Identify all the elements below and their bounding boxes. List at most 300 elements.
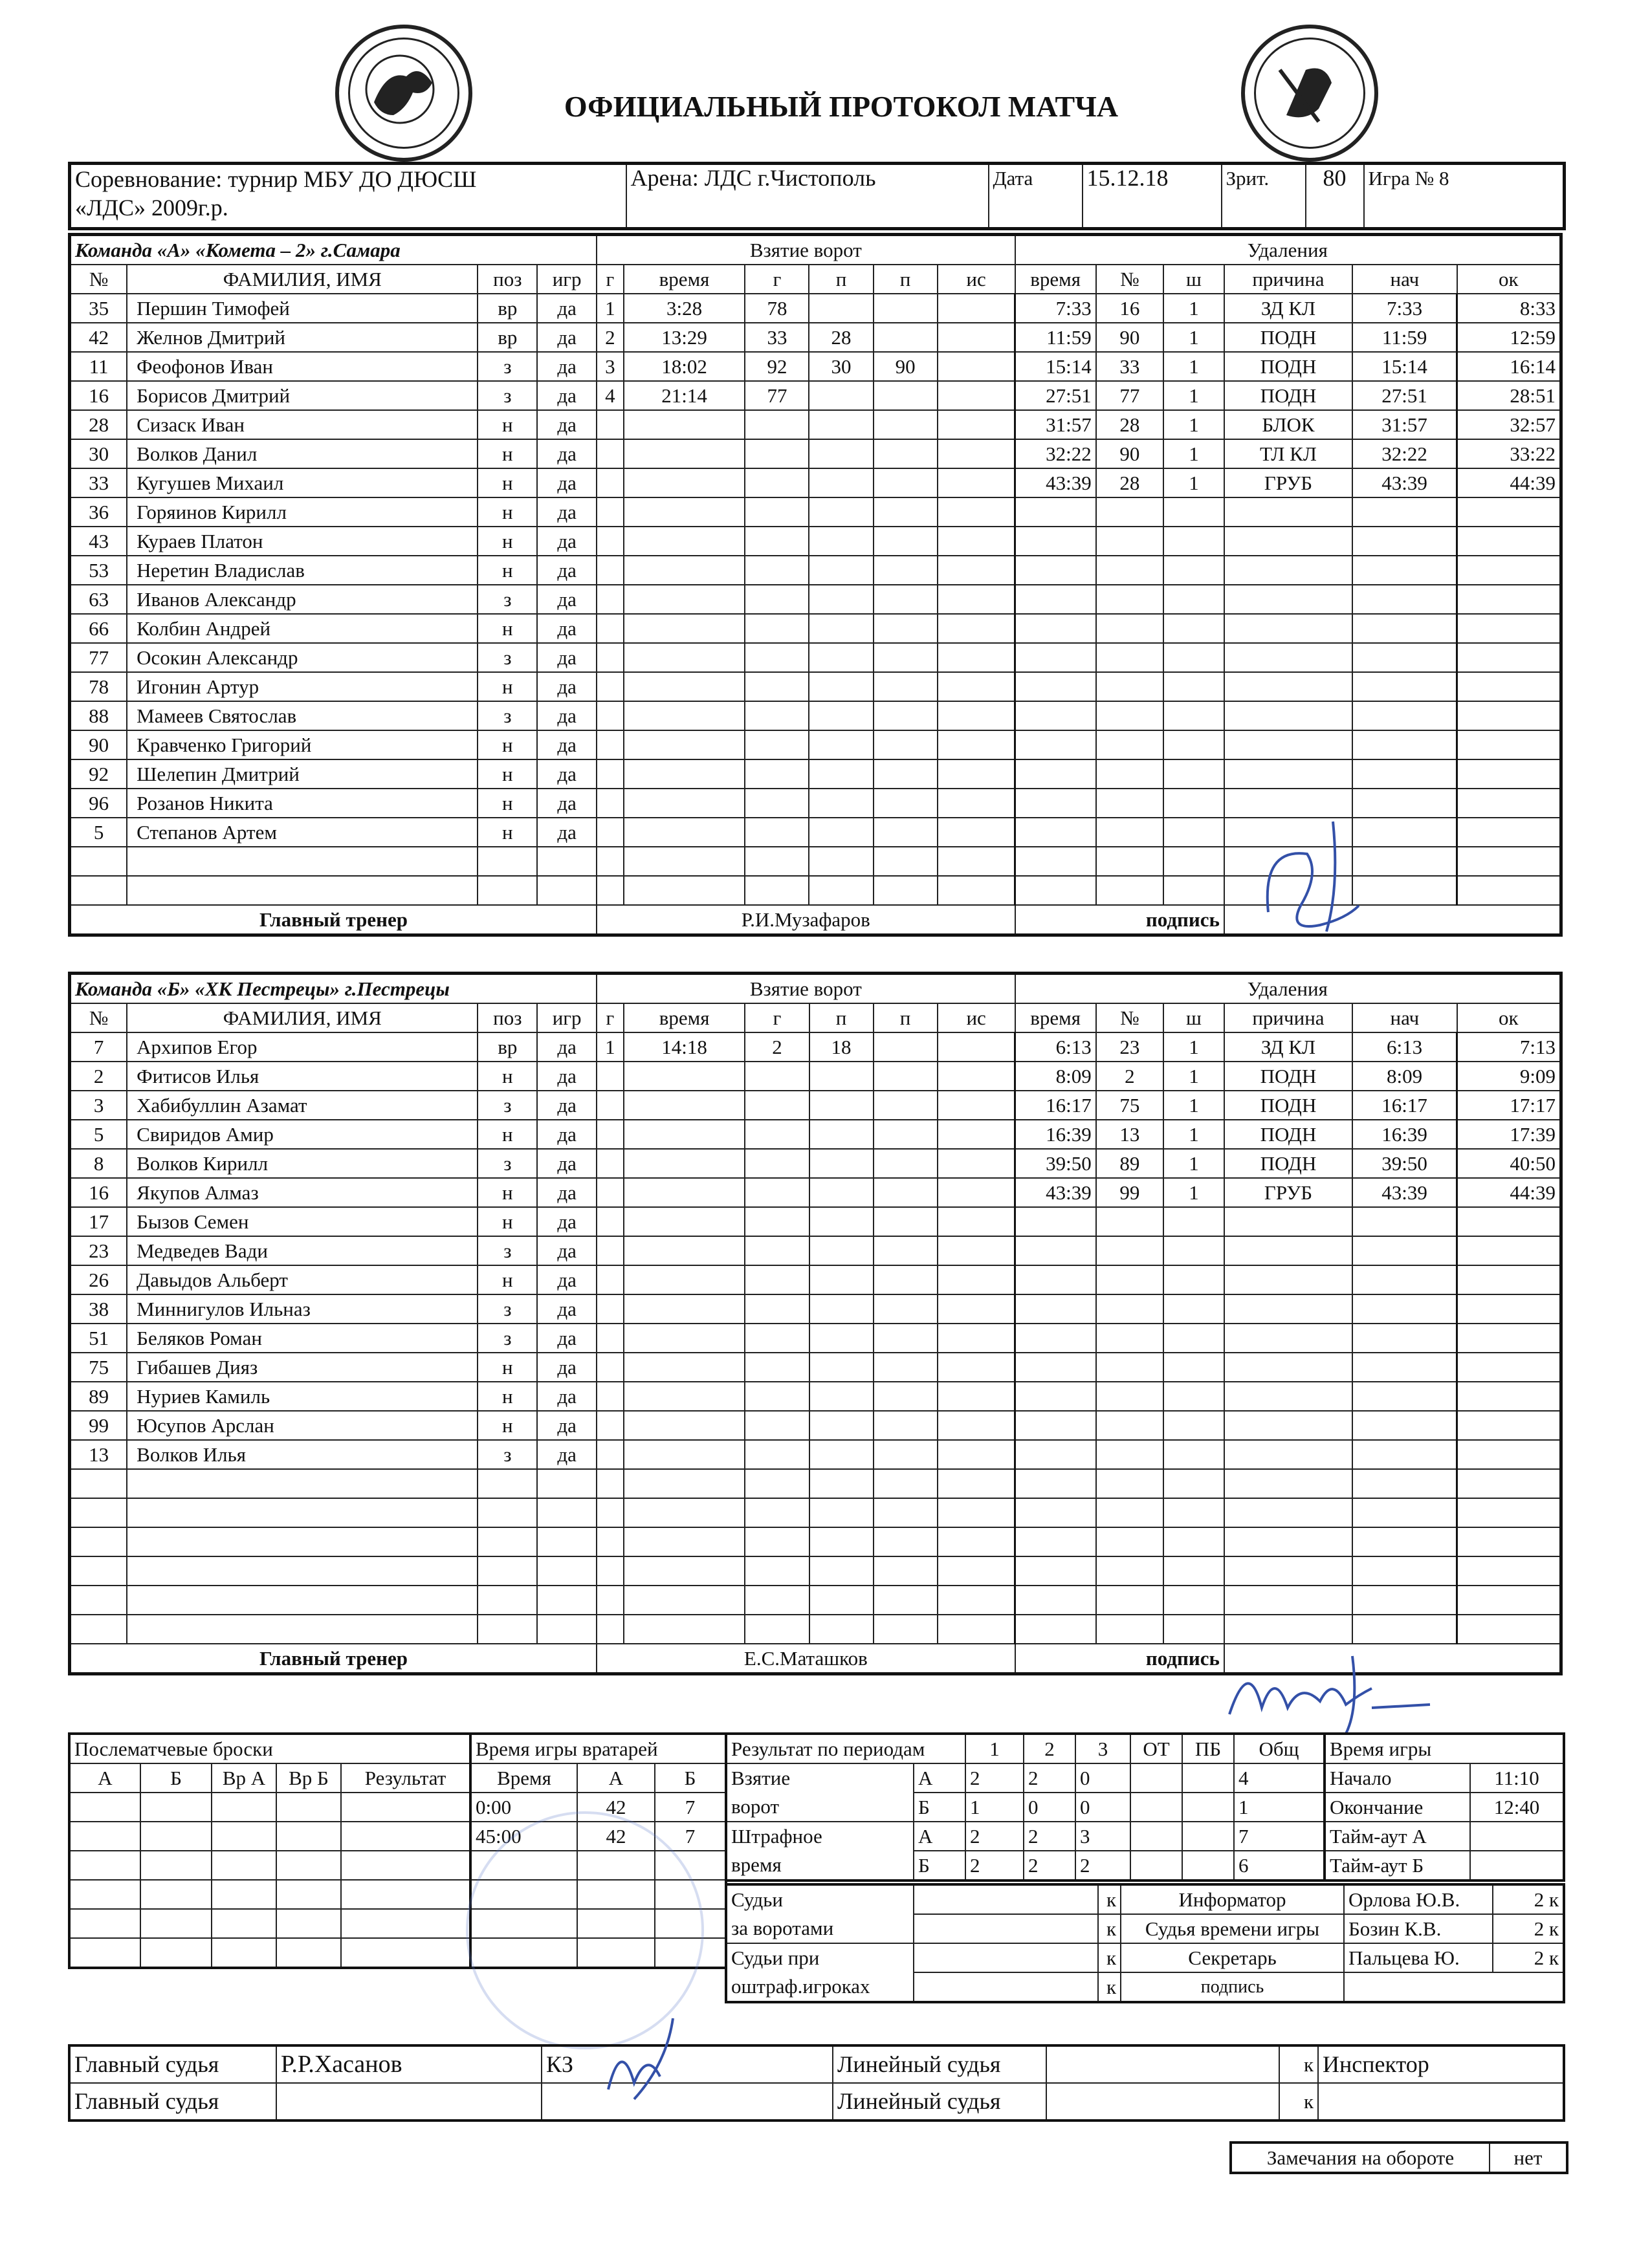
penalty-end: 8:33 [1457,294,1561,323]
penalty-time: 7:33 [1015,294,1096,323]
player-position [478,1615,537,1644]
penalty-reason [1224,1556,1352,1586]
player-number: 89 [70,1382,127,1411]
goal-assist-1 [809,1353,874,1382]
goal-number [597,847,624,876]
period-col-2: 2 [1024,1734,1075,1763]
penalty-time [1015,1236,1096,1265]
penalty-reason: ПОДН [1224,1091,1352,1120]
competition-line-2: «ЛДС» 2009г.р. [75,195,228,221]
team_b-row [70,1382,1561,1411]
goal-time [624,1440,745,1469]
goal-time: 14:18 [624,1032,745,1062]
goal-time [624,439,745,468]
player-plays: да [537,1353,597,1382]
player-plays: да [537,468,597,497]
player-number [70,876,127,905]
goal-assist-1 [809,672,873,701]
player-position [478,1469,537,1498]
penalty-time [1015,672,1096,701]
secretary-label: Секретарь [1121,1943,1344,1972]
penalty-reason [1224,1498,1352,1527]
box-judges-label [726,1943,914,2002]
header-assist-2: п [874,265,938,294]
penalty-player [1096,1615,1163,1644]
player-number: 28 [70,410,127,439]
player-position: н [478,1265,537,1294]
penalty-player: 23 [1096,1032,1163,1062]
penalty-end [1457,1440,1561,1469]
player-name: Миннигулов Ильназ [127,1294,478,1324]
penalty-start [1352,1382,1457,1411]
penalty-end [1457,818,1561,847]
team_a-row [70,730,1561,759]
goal-scorer [745,1498,809,1527]
penalty-minutes [1163,1236,1224,1265]
penalty-reason: ПОДН [1224,1120,1352,1149]
team_a-row [70,468,1561,497]
box-judges-2: оштраф.игроках [731,1975,870,1998]
goal-assist-2 [874,730,938,759]
goal-assist-2 [874,556,938,585]
player-plays [537,1498,597,1527]
goal-number [597,1062,624,1091]
goal-assist-2 [874,323,938,352]
player-position [478,1586,537,1615]
goal-situation [938,876,1015,905]
page-title: ОФИЦИАЛЬНЫЙ ПРОТОКОЛ МАТЧА [564,90,1119,123]
shootout-col-b: Б [140,1763,212,1793]
goals-team-a: А [914,1763,965,1793]
player-position: з [478,1294,537,1324]
player-plays: да [537,352,597,381]
goal-time: 3:28 [624,294,745,323]
goal-time [624,789,745,818]
player-number: 13 [70,1440,127,1469]
team_b-row [70,1062,1561,1091]
goal-situation [938,1178,1015,1207]
team_a-row [70,294,1561,323]
header-reason: причина [1224,265,1352,294]
player-plays: да [537,643,597,672]
goal-scorer [745,876,809,905]
goal-number [597,1556,624,1586]
player-name: Желнов Дмитрий [127,323,478,352]
goal-number [597,556,624,585]
penalty-start: 11:59 [1352,323,1457,352]
goal-number: 4 [597,381,624,410]
goal-assist-1 [809,1498,874,1527]
player-number: 17 [70,1207,127,1236]
penalty-time [1015,1324,1096,1353]
player-number: 23 [70,1236,127,1265]
goal-number [597,468,624,497]
goal-assist-1 [809,789,873,818]
goal-assist-2 [874,1294,938,1324]
penalty-end: 17:17 [1457,1091,1561,1120]
header-pen-time: время [1015,1003,1096,1032]
penalty-end [1457,847,1561,876]
header-goal-num: г [597,265,624,294]
goal-number [597,1411,624,1440]
penalty-minutes: 1 [1163,1062,1224,1091]
penalty-time: 39:50 [1015,1149,1096,1178]
goal-situation [938,1149,1015,1178]
pim-b-ot [1130,1851,1182,1881]
goal-assist-2 [874,1265,938,1294]
team_a-row [70,352,1561,381]
player-plays [537,1469,597,1498]
penalty-time [1015,614,1096,643]
penalty-reason [1224,759,1352,789]
goal-assist-2 [874,1556,938,1586]
goal-assist-2 [874,1149,938,1178]
penalty-start [1352,614,1457,643]
snow-leopard-icon [335,25,465,154]
penalty-player: 2 [1096,1062,1163,1091]
player-plays: да [537,672,597,701]
goal-scorer [745,1353,809,1382]
penalty-end: 9:09 [1457,1062,1561,1091]
penalty-player: 28 [1096,410,1163,439]
penalty-minutes [1163,497,1224,527]
team_b-row [70,1615,1561,1644]
penalty-time: 16:39 [1015,1120,1096,1149]
penalty-minutes [1163,1586,1224,1615]
penalty-minutes [1163,1324,1224,1353]
penalty-end: 12:59 [1457,323,1561,352]
player-position: н [478,614,537,643]
penalty-minutes [1163,876,1224,905]
player-number: 78 [70,672,127,701]
penalty-player [1096,1411,1163,1440]
penalty-minutes [1163,1469,1224,1498]
goal-scorer [745,1120,809,1149]
goals-b-ot [1130,1793,1182,1822]
goal-situation [938,1120,1015,1149]
secretary-cat: 2 к [1493,1943,1564,1972]
player-plays: да [537,323,597,352]
player-position: з [478,701,537,730]
gk-row-2-time: 45:00 [470,1822,577,1851]
player-plays: да [537,527,597,556]
penalty-reason [1224,1586,1352,1615]
goal-scorer [745,1469,809,1498]
player-plays: да [537,614,597,643]
player-number: 99 [70,1411,127,1440]
goals-a-so [1182,1763,1234,1793]
penalty-end [1457,1265,1561,1294]
player-position: з [478,1324,537,1353]
goal-scorer: 78 [745,294,809,323]
player-name: Якупов Алмаз [127,1178,478,1207]
player-position: н [478,468,537,497]
team_a-row [70,701,1561,730]
goal-assist-1 [809,1556,874,1586]
player-position: н [478,1207,537,1236]
penalty-player [1096,1265,1163,1294]
timekeeper-label: Судья времени игры [1121,1914,1344,1943]
header-pen-num: № [1096,1003,1163,1032]
team_a-row [70,410,1561,439]
chief-referee-label: Главный судья [69,2045,276,2083]
player-number: 3 [70,1091,127,1120]
goal-time [624,1207,745,1236]
goal-number [597,1498,624,1527]
goal-assist-2 [874,1498,938,1527]
penalty-start [1352,556,1457,585]
goal-situation [938,439,1015,468]
goal-number: 2 [597,323,624,352]
penalty-start [1352,1469,1457,1498]
player-number: 43 [70,527,127,556]
goal-assist-2 [874,1469,938,1498]
goals-team-b: Б [914,1793,965,1822]
shootout-col-result: Результат [341,1763,470,1793]
goal-scorer: 2 [745,1032,809,1062]
penalty-player [1096,556,1163,585]
team-b-title: Команда «Б» «ХК Пестрецы» г.Пестрецы [70,974,597,1004]
goal-situation [938,294,1015,323]
goal-situation [938,1586,1015,1615]
player-name: Першин Тимофей [127,294,478,323]
team-b-penalties-title: Удаления [1015,974,1561,1004]
penalty-time [1015,497,1096,527]
goal-situation [938,789,1015,818]
penalty-minutes: 1 [1163,468,1224,497]
penalty-minutes [1163,789,1224,818]
goal-assist-1 [809,1236,874,1265]
player-name: Юсупов Арслан [127,1411,478,1440]
penalty-minutes [1163,556,1224,585]
goals-label-1: Взятие [731,1767,791,1789]
penalty-minutes: 1 [1163,1178,1224,1207]
game-time-table [1323,1732,1565,1882]
penalty-reason: ПОДН [1224,1149,1352,1178]
goal-assist-1 [809,1440,874,1469]
penalty-end: 28:51 [1457,381,1561,410]
penalty-reason [1224,1382,1352,1411]
header-plays: игр [537,265,597,294]
player-name [127,876,478,905]
penalty-reason [1224,497,1352,527]
penalty-start: 8:09 [1352,1062,1457,1091]
penalty-time [1015,759,1096,789]
goal-number [597,497,624,527]
goal-assist-1 [809,1469,874,1498]
penalty-player [1096,847,1163,876]
team_b-row [70,1032,1561,1062]
goal-situation [938,556,1015,585]
penalty-player [1096,1236,1163,1265]
penalty-player [1096,672,1163,701]
penalty-start [1352,1294,1457,1324]
goals-a-p3: 0 [1075,1763,1130,1793]
goal-number [597,410,624,439]
goal-number [597,1324,624,1353]
penalty-minutes: 1 [1163,352,1224,381]
player-name: Иванов Александр [127,585,478,614]
player-position: з [478,1236,537,1265]
goal-assist-2 [874,701,938,730]
penalty-start [1352,1207,1457,1236]
goal-time [624,672,745,701]
penalty-minutes: 1 [1163,1149,1224,1178]
penalty-time: 8:09 [1015,1062,1096,1091]
goal-assist-2 [874,672,938,701]
penalty-end [1457,1469,1561,1498]
goal-situation [938,497,1015,527]
start-value: 11:10 [1470,1763,1564,1793]
gk-title: Время игры вратарей [470,1734,726,1763]
player-number: 42 [70,323,127,352]
goal-scorer [745,527,809,556]
goal-time [624,1382,745,1411]
goals-b-so [1182,1793,1234,1822]
gk-row-1-b: 7 [655,1793,726,1822]
end-label: Окончание [1325,1793,1470,1822]
penalty-time [1015,1265,1096,1294]
penalty-end [1457,556,1561,585]
goal-scorer [745,439,809,468]
header-end: ок [1457,265,1561,294]
player-number: 16 [70,1178,127,1207]
penalty-end [1457,527,1561,556]
penalty-start [1352,672,1457,701]
penalty-reason [1224,1353,1352,1382]
player-name: Волков Кирилл [127,1149,478,1178]
goal-assist-2 [874,527,938,556]
penalty-minutes [1163,1411,1224,1440]
goal-assist-1 [809,643,873,672]
header-num: № [70,1003,127,1032]
player-position: з [478,643,537,672]
goal-assist-1 [809,1178,874,1207]
team-b-table [68,972,1563,1675]
goals-a-p1: 2 [965,1763,1024,1793]
goal-assist-1 [809,1382,874,1411]
penalty-player [1096,1440,1163,1469]
goal-assist-1 [809,1062,874,1091]
goal-assist-2 [874,1411,938,1440]
player-position [478,876,537,905]
penalty-minutes: 1 [1163,323,1224,352]
goal-number [597,672,624,701]
player-name [127,1527,478,1556]
penalty-minutes: 1 [1163,1091,1224,1120]
goal-assist-2 [874,1032,938,1062]
player-name [127,1615,478,1644]
penalty-player [1096,527,1163,556]
goal-situation [938,1324,1015,1353]
goal-scorer [745,1178,809,1207]
header-end: ок [1457,1003,1561,1032]
pim-a-p2: 2 [1024,1822,1075,1851]
penalty-start [1352,1615,1457,1644]
goal-assist-1 [809,1120,874,1149]
player-number: 88 [70,701,127,730]
penalty-start [1352,759,1457,789]
penalty-end [1457,1556,1561,1586]
pim-a-ot [1130,1822,1182,1851]
player-plays [537,1527,597,1556]
player-position: вр [478,294,537,323]
goals-a-total: 4 [1234,1763,1325,1793]
penalty-time [1015,1586,1096,1615]
period-col-3: 3 [1075,1734,1130,1763]
goal-assist-1 [809,381,873,410]
penalty-minutes [1163,701,1224,730]
goal-assist-1 [809,556,873,585]
gk-row-1-time: 0:00 [470,1793,577,1822]
goal-time [624,410,745,439]
goal-situation [938,1615,1015,1644]
penalty-time: 16:17 [1015,1091,1096,1120]
team_b-row [70,1498,1561,1527]
penalty-time: 43:39 [1015,468,1096,497]
penalty-start: 16:39 [1352,1120,1457,1149]
goal-number [597,527,624,556]
penalty-time [1015,643,1096,672]
penalty-player [1096,1382,1163,1411]
goal-assist-1 [809,439,873,468]
goal-scorer [745,789,809,818]
team_b-row [70,1178,1561,1207]
competition-line-1: Соревнование: турнир МБУ ДО ДЮСШ [75,166,477,192]
goal-assist-2 [874,1324,938,1353]
penalty-time [1015,1411,1096,1440]
penalty-start [1352,1498,1457,1527]
shootout-col-gkb: Вр Б [276,1763,341,1793]
player-plays: да [537,1382,597,1411]
goal-situation [938,847,1015,876]
penalty-start: 31:57 [1352,410,1457,439]
goal-scorer [745,1207,809,1236]
goal-scorer [745,1149,809,1178]
header-goal-num: г [597,1003,624,1032]
team_b-row [70,1120,1561,1149]
goal-scorer [745,1527,809,1556]
team_b-row [70,1236,1561,1265]
penalty-player [1096,497,1163,527]
goal-scorer [745,1265,809,1294]
penalty-reason [1224,527,1352,556]
player-name [127,1556,478,1586]
player-position: н [478,759,537,789]
player-number: 30 [70,439,127,468]
penalty-player [1096,818,1163,847]
goal-assist-1: 30 [809,352,873,381]
goal-situation [938,1382,1015,1411]
remarks-label: Замечания на обороте [1231,2143,1490,2173]
player-name: Розанов Никита [127,789,478,818]
goal-scorer: 77 [745,381,809,410]
goal-situation [938,1207,1015,1236]
player-position: н [478,556,537,585]
goal-number [597,701,624,730]
team-a-title: Команда «А» «Комета – 2» г.Самара [70,235,597,265]
goal-situation [938,585,1015,614]
gk-col-b: Б [655,1763,726,1793]
chief-referee-name: Р.Р.Хасанов [276,2045,542,2083]
goal-situation [938,1411,1015,1440]
player-number [70,1527,127,1556]
penalty-player [1096,1324,1163,1353]
gk-col-a: А [577,1763,655,1793]
goal-time [624,1527,745,1556]
penalty-time [1015,1615,1096,1644]
player-name: Неретин Владислав [127,556,478,585]
